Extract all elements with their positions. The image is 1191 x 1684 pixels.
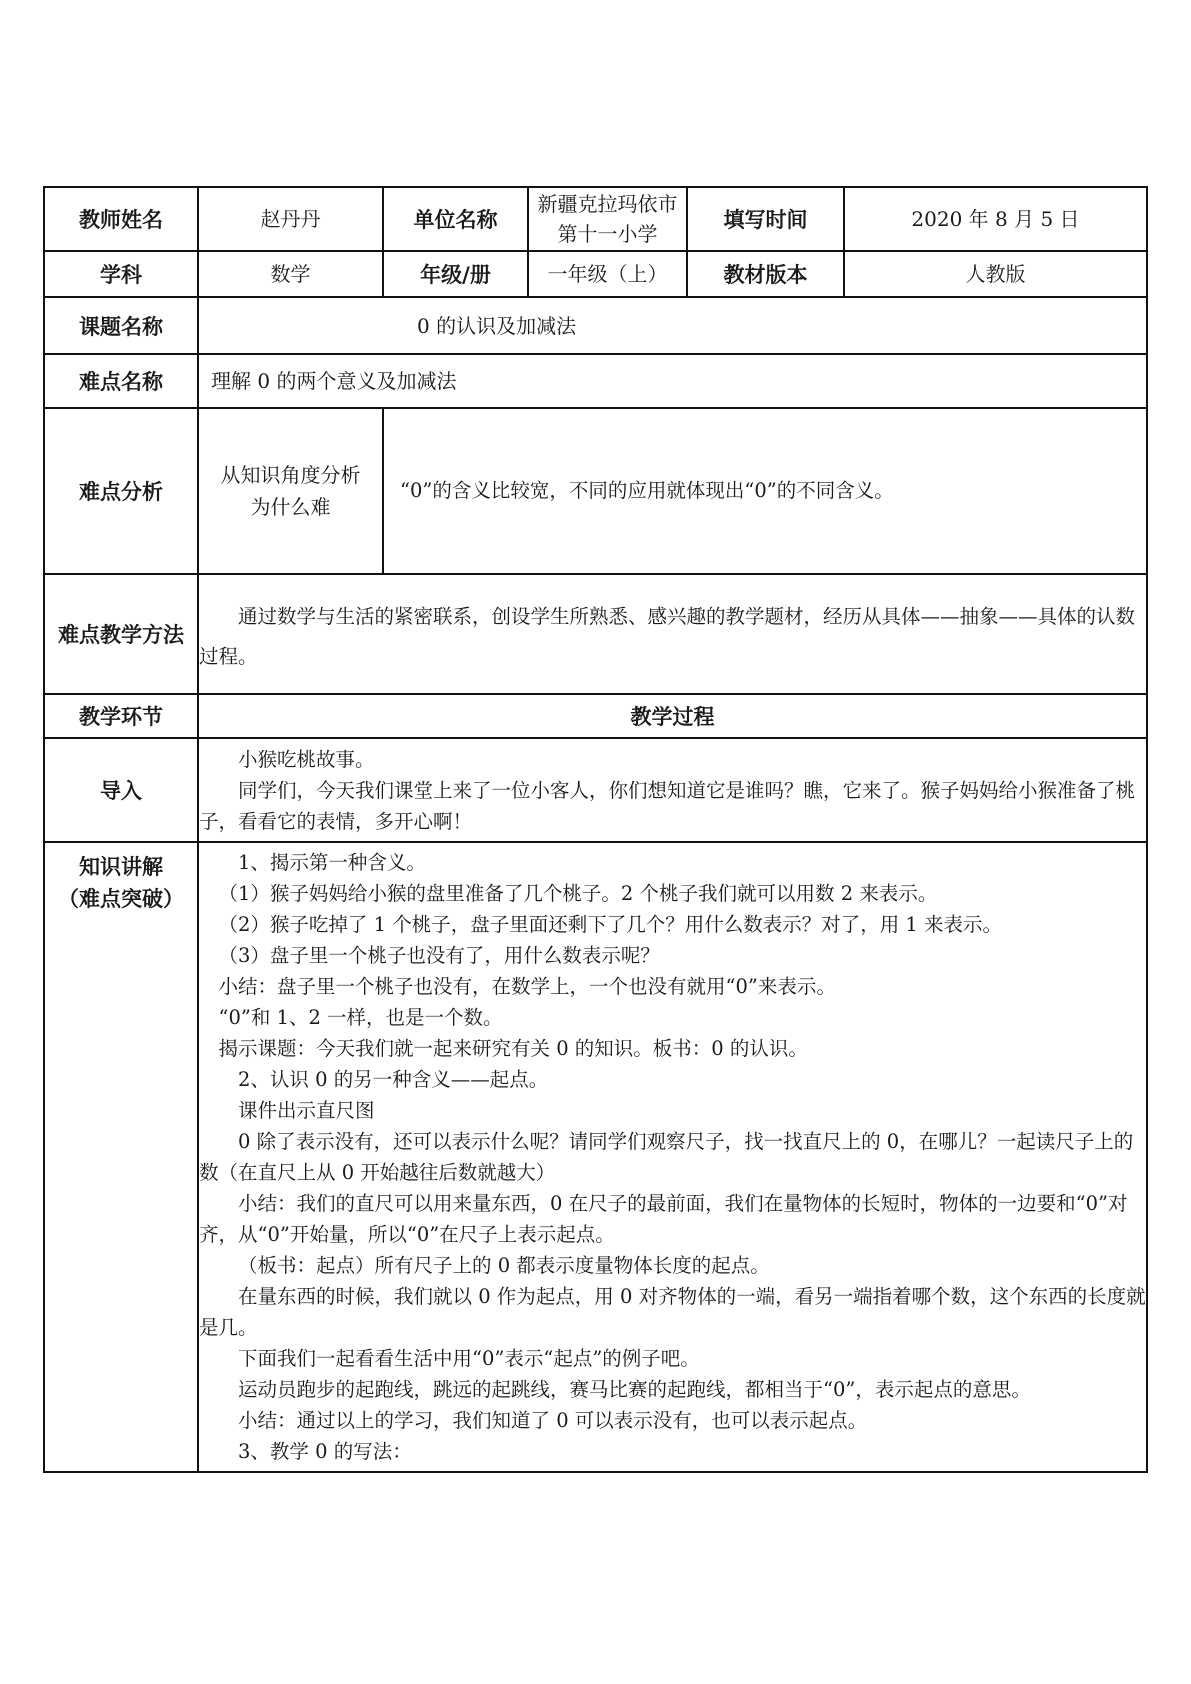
knowledge-paragraph: 小结：我们的直尺可以用来量东西，0 在尺子的最前面，我们在量物体的长短时，物体的一边要和“0”对齐，从“0”开始量，所以“0”在尺子上表示起点。	[199, 1192, 1128, 1246]
intro-row	[44, 738, 1147, 842]
knowledge-paragraph: “0”和 1、2 一样，也是一个数。	[218, 1006, 503, 1029]
lesson-plan-table	[43, 186, 1148, 1473]
intro-paragraph: 小猴吃桃故事。	[238, 747, 375, 771]
edition-label: 教材版本	[687, 251, 844, 297]
knowledge-paragraph: 小结：盘子里一个桃子也没有，在数学上，一个也没有就用“0”来表示。	[218, 975, 836, 998]
unit-name-value	[528, 187, 687, 251]
difficulty-label: 难点名称	[44, 354, 198, 408]
intro-label: 导入	[44, 738, 198, 842]
difficulty-row	[44, 354, 1147, 408]
analysis-sub-label	[198, 408, 383, 574]
grade-value: 一年级（上）	[528, 251, 687, 297]
fill-date-value: 2020 年 8 月 5 日	[844, 187, 1147, 251]
unit-name-line1: 新疆克拉玛依市	[537, 192, 678, 216]
teacher-name-value: 赵丹丹	[198, 187, 383, 251]
knowledge-paragraph: （3）盘子里一个桃子也没有了，用什么数表示呢？	[218, 944, 660, 967]
topic-row	[44, 297, 1147, 354]
knowledge-paragraph: 2、认识 0 的另一种含义——起点。	[238, 1068, 549, 1091]
analysis-label: 难点分析	[44, 408, 198, 574]
header-row-2	[44, 251, 1147, 297]
edition-value: 人教版	[844, 251, 1147, 297]
analysis-row	[44, 408, 1147, 574]
knowledge-paragraph: 揭示课题：今天我们就一起来研究有关 0 的知识。板书：0 的认识。	[218, 1037, 808, 1060]
method-row	[44, 574, 1147, 694]
analysis-sub-label-line2: 为什么难	[250, 495, 331, 519]
knowledge-paragraph: 运动员跑步的起跑线，跳远的起跳线，赛马比赛的起跑线，都相当于“0”，表示起点的意思。	[238, 1378, 1031, 1401]
knowledge-paragraph: （板书：起点）所有尺子上的 0 都表示度量物体长度的起点。	[238, 1254, 770, 1277]
knowledge-label-line2: （难点突破）	[58, 887, 184, 911]
analysis-sub-label-line1: 从知识角度分析	[220, 463, 361, 487]
process-section-label: 教学环节	[44, 694, 198, 738]
unit-name-label: 单位名称	[383, 187, 528, 251]
subject-value: 数学	[198, 251, 383, 297]
topic-value: 0 的认识及加减法	[198, 297, 1147, 354]
knowledge-paragraph: （2）猴子吃掉了 1 个桃子，盘子里面还剩下了几个？用什么数表示？对了，用 1 来表示。	[218, 913, 1003, 936]
knowledge-label	[44, 842, 198, 1472]
knowledge-row	[44, 842, 1147, 1472]
method-label: 难点教学方法	[44, 574, 198, 694]
subject-label: 学科	[44, 251, 198, 297]
knowledge-paragraph: 小结：通过以上的学习，我们知道了 0 可以表示没有，也可以表示起点。	[238, 1409, 868, 1432]
process-header-row	[44, 694, 1147, 738]
knowledge-label-line1: 知识讲解	[79, 855, 163, 879]
intro-paragraph: 同学们，今天我们课堂上来了一位小客人，你们想知道它是谁吗？瞧，它来了。猴子妈妈给小猴准备了桃子，看看它的表情，多开心啊！	[199, 778, 1136, 833]
teacher-name-label: 教师姓名	[44, 187, 198, 251]
analysis-value: “0”的含义比较宽，不同的应用就体现出“0”的不同含义。	[383, 408, 1147, 574]
knowledge-paragraph: 下面我们一起看看生活中用“0”表示“起点”的例子吧。	[238, 1347, 700, 1370]
knowledge-paragraph: （1）猴子妈妈给小猴的盘里准备了几个桃子。2 个桃子我们就可以用数 2 来表示。	[218, 882, 938, 905]
intro-content	[198, 738, 1147, 842]
header-row-1	[44, 187, 1147, 251]
knowledge-paragraph: 3、教学 0 的写法：	[238, 1440, 412, 1463]
method-value: 通过数学与生活的紧密联系，创设学生所熟悉、感兴趣的教学题材，经历从具体——抽象——具体的认数过程。	[199, 605, 1136, 668]
knowledge-content	[198, 842, 1147, 1472]
unit-name-line2: 第十一小学	[557, 222, 658, 246]
topic-label: 课题名称	[44, 297, 198, 354]
knowledge-paragraph: 1、揭示第一种含义。	[238, 851, 426, 874]
knowledge-paragraph: 在量东西的时候，我们就以 0 作为起点，用 0 对齐物体的一端，看另一端指着哪个数，这个东西的长度就是几。	[199, 1285, 1146, 1339]
knowledge-paragraph: 课件出示直尺图	[238, 1099, 375, 1122]
grade-label: 年级/册	[383, 251, 528, 297]
fill-date-label: 填写时间	[687, 187, 844, 251]
process-title: 教学过程	[198, 694, 1147, 738]
knowledge-paragraph: 0 除了表示没有，还可以表示什么呢？请同学们观察尺子，找一找直尺上的 0，在哪儿？一起读尺子上的数（在直尺上从 0 开始越往后数就越大）	[199, 1130, 1134, 1184]
difficulty-value: 理解 0 的两个意义及加减法	[198, 354, 1147, 408]
